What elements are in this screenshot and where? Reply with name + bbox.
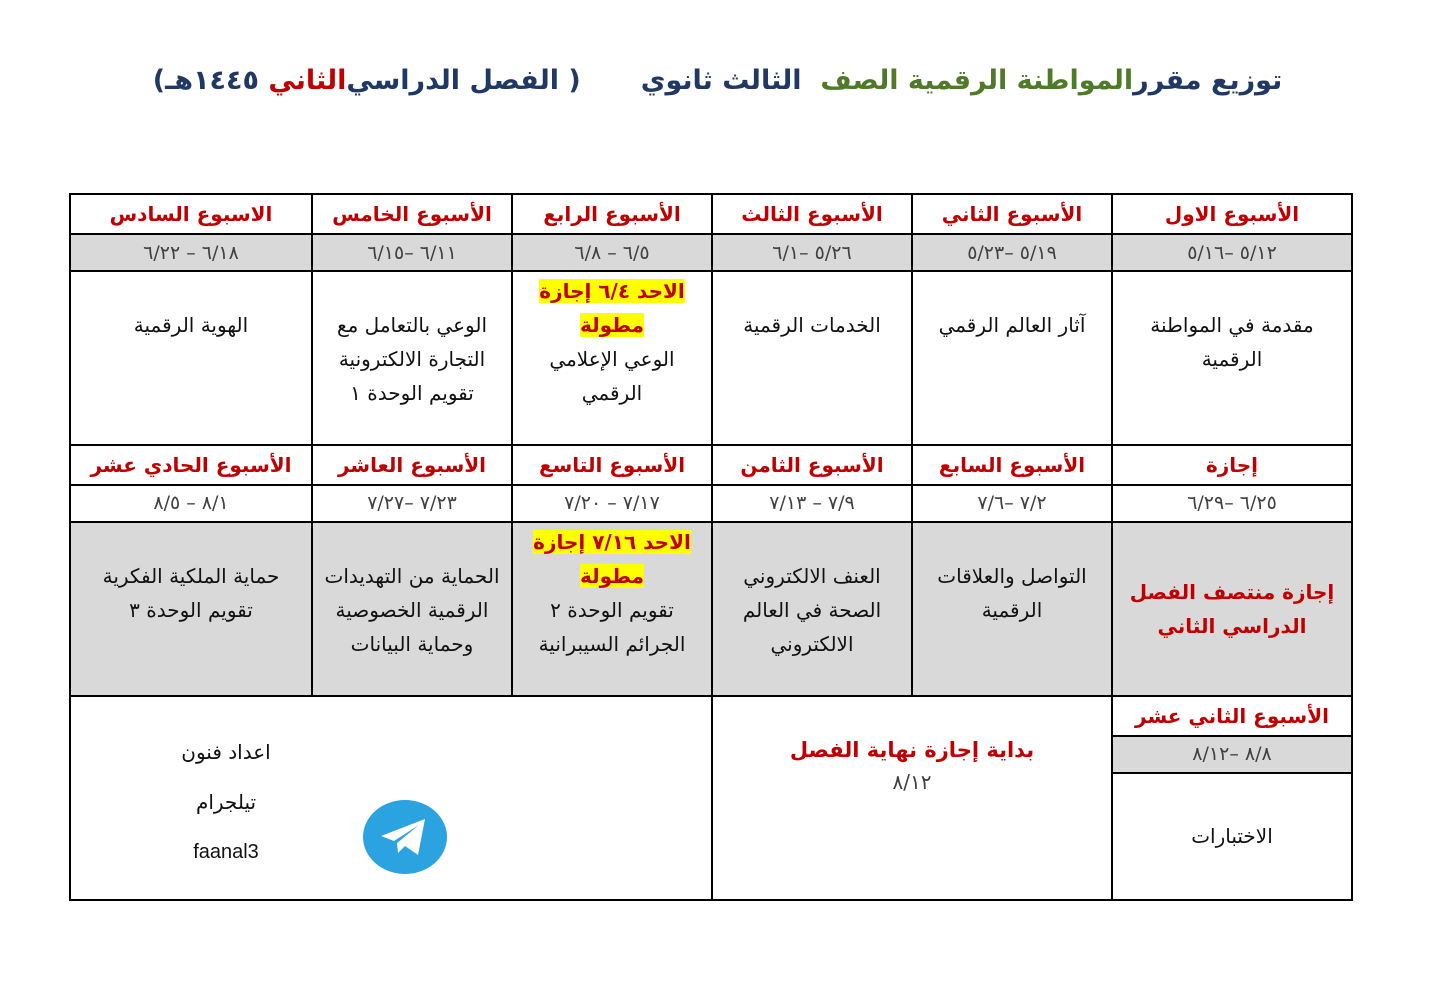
date-range: ٦/٥ – ٦/٨ xyxy=(512,234,712,270)
lesson-cell: الاحد ٧/١٦ إجازة مطولة تقويم الوحدة ٢ الجرائم السيبرانية xyxy=(512,522,712,696)
date-range: ٥/١٩ –٥/٢٣ xyxy=(912,234,1112,270)
content-row xyxy=(70,522,1352,696)
date-range: ٥/١٢ –٥/١٦ xyxy=(1112,234,1352,270)
date-range: ٦/١١ –٦/١٥ xyxy=(312,234,512,270)
week-label: الأسبوع الثالث xyxy=(712,194,912,234)
week-label: الأسبوع الخامس xyxy=(312,194,512,234)
lesson-cell: الاحد ٦/٤ إجازة مطولة الوعي الإعلامي الرقمي xyxy=(512,271,712,445)
date-range: ٧/٢٣ –٧/٢٧ xyxy=(312,485,512,521)
week-header-row xyxy=(70,445,1352,485)
date-row xyxy=(70,234,1352,270)
lesson-cell: الخدمات الرقمية xyxy=(712,271,912,445)
content-row xyxy=(70,271,1352,445)
week-label: إجازة xyxy=(1112,445,1352,485)
week-label: الأسبوع التاسع xyxy=(512,445,712,485)
week-label: الأسبوع السابع xyxy=(912,445,1112,485)
lesson-cell: الهوية الرقمية xyxy=(70,271,312,445)
date-range: ٥/٢٦ –٦/١ xyxy=(712,234,912,270)
date-range: ٧/٢ –٧/٦ xyxy=(912,485,1112,521)
date-range: ٧/١٧ – ٧/٢٠ xyxy=(512,485,712,521)
week-label: الأسبوع الثاني xyxy=(912,194,1112,234)
date-range: ٨/٨ –٨/١٢ xyxy=(1112,736,1352,772)
holiday-highlight: الاحد ٦/٤ إجازة مطولة xyxy=(539,278,685,337)
lesson-cell: مقدمة في المواطنة الرقمية xyxy=(1112,271,1352,445)
date-range: ٦/١٨ – ٦/٢٢ xyxy=(70,234,312,270)
telegram-icon xyxy=(363,799,447,875)
lesson-cell: إجازة منتصف الفصل الدراسي الثاني xyxy=(1112,522,1352,696)
lesson-cell: التواصل والعلاقات الرقمية xyxy=(912,522,1112,696)
term-end-cell: بداية إجازة نهاية الفصل ٨/١٢ xyxy=(712,696,1112,900)
week-header-row xyxy=(70,194,1352,234)
week-label: الأسبوع الرابع xyxy=(512,194,712,234)
date-range: ٨/١ – ٨/٥ xyxy=(70,485,312,521)
lesson-cell: الاختبارات xyxy=(1112,773,1352,900)
schedule-table xyxy=(69,193,1353,901)
lesson-cell: حماية الملكية الفكرية تقويم الوحدة ٣ xyxy=(70,522,312,696)
lesson-cell: العنف الالكتروني الصحة في العالم الالكتروني xyxy=(712,522,912,696)
lesson-cell: الحماية من التهديدات الرقمية الخصوصية وحماية البيانات xyxy=(312,522,512,696)
date-row xyxy=(70,485,1352,521)
holiday-highlight: الاحد ٧/١٦ إجازة مطولة xyxy=(533,529,691,588)
lesson-cell: آثار العالم الرقمي xyxy=(912,271,1112,445)
week-label: الاسبوع السادس xyxy=(70,194,312,234)
date-range: ٧/٩ – ٧/١٣ xyxy=(712,485,912,521)
week-label: الأسبوع الثامن xyxy=(712,445,912,485)
author-credit: اعداد فنون تيلجرام faanal3 xyxy=(181,739,271,863)
lesson-cell: الوعي بالتعامل مع التجارة الالكترونية تقويم الوحدة ١ xyxy=(312,271,512,445)
page-title: توزيع مقرر المواطنة الرقمية الصف الثالث ثانوي ( الفصل الدراسي الثاني ١٤٤٥هـ) xyxy=(152,64,1283,96)
week-label: الأسبوع الحادي عشر xyxy=(70,445,312,485)
credit-cell xyxy=(70,696,712,900)
week-label: الأسبوع الثاني عشر xyxy=(1112,696,1352,736)
week-label: الأسبوع الاول xyxy=(1112,194,1352,234)
week-label: الأسبوع العاشر xyxy=(312,445,512,485)
date-range: ٦/٢٥ –٦/٢٩ xyxy=(1112,485,1352,521)
